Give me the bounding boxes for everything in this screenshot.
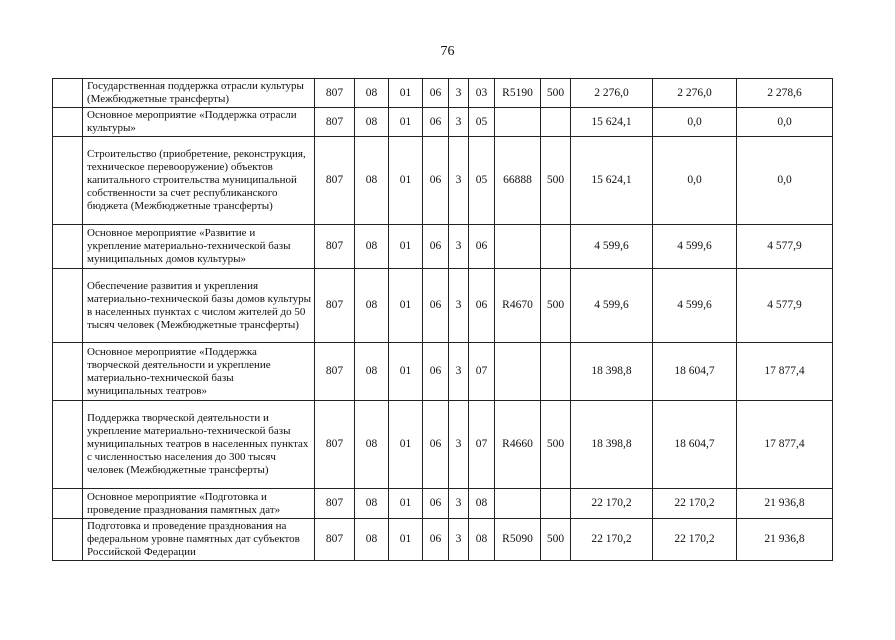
subsection-code: 01 (389, 519, 423, 561)
item-name: Основное мероприятие «Подготовка и проведение празднования памятных дат» (83, 489, 315, 519)
subsection-code: 01 (389, 225, 423, 269)
subprogram-code: 3 (449, 269, 469, 343)
subsection-code: 01 (389, 343, 423, 401)
table-row (53, 343, 833, 401)
table-row (53, 401, 833, 489)
empty-cell (53, 225, 83, 269)
direction-code (495, 225, 541, 269)
ministry-code: 807 (315, 269, 355, 343)
program-code: 06 (423, 269, 449, 343)
amount-year-2: 22 170,2 (653, 519, 737, 561)
direction-code (495, 489, 541, 519)
amount-year-3: 2 278,6 (737, 79, 833, 108)
event-code: 08 (469, 489, 495, 519)
amount-year-3: 0,0 (737, 137, 833, 225)
event-code: 07 (469, 343, 495, 401)
amount-year-2: 0,0 (653, 108, 737, 137)
amount-year-2: 22 170,2 (653, 489, 737, 519)
section-code: 08 (355, 79, 389, 108)
section-code: 08 (355, 401, 389, 489)
subsection-code: 01 (389, 269, 423, 343)
section-code: 08 (355, 269, 389, 343)
item-name: Основное мероприятие «Развитие и укрепление материально-технической базы муниципальных домов культуры» (83, 225, 315, 269)
direction-code (495, 343, 541, 401)
amount-year-1: 15 624,1 (571, 137, 653, 225)
item-name: Основное мероприятие «Поддержка творческой деятельности и укрепление материально-технической базы муниципальных театров» (83, 343, 315, 401)
section-code: 08 (355, 489, 389, 519)
program-code: 06 (423, 225, 449, 269)
table-row (53, 79, 833, 108)
program-code: 06 (423, 401, 449, 489)
event-code: 06 (469, 269, 495, 343)
ministry-code: 807 (315, 79, 355, 108)
item-name: Поддержка творческой деятельности и укрепление материально-технической базы муниципальных театров в населенных пунктах с численностью населения до 300 тысяч человек (Межбюджетные трансферты) (83, 401, 315, 489)
amount-year-1: 4 599,6 (571, 225, 653, 269)
subsection-code: 01 (389, 489, 423, 519)
event-code: 03 (469, 79, 495, 108)
item-name: Государственная поддержка отрасли культуры (Межбюджетные трансферты) (83, 79, 315, 108)
section-code: 08 (355, 519, 389, 561)
section-code: 08 (355, 225, 389, 269)
table-body (53, 79, 833, 561)
expense-type-code: 500 (541, 137, 571, 225)
item-name: Строительство (приобретение, реконструкция, техническое перевооружение) объектов капитального строительства муниципальной собственности за счет республиканского бюджета (Межбюджетные трансферты) (83, 137, 315, 225)
event-code: 08 (469, 519, 495, 561)
amount-year-1: 15 624,1 (571, 108, 653, 137)
empty-cell (53, 489, 83, 519)
table-row (53, 108, 833, 137)
direction-code: R4670 (495, 269, 541, 343)
event-code: 07 (469, 401, 495, 489)
subsection-code: 01 (389, 401, 423, 489)
empty-cell (53, 343, 83, 401)
subprogram-code: 3 (449, 519, 469, 561)
expense-type-code (541, 489, 571, 519)
amount-year-3: 21 936,8 (737, 519, 833, 561)
amount-year-2: 18 604,7 (653, 401, 737, 489)
event-code: 05 (469, 137, 495, 225)
expense-type-code: 500 (541, 79, 571, 108)
subsection-code: 01 (389, 108, 423, 137)
table-row (53, 225, 833, 269)
ministry-code: 807 (315, 401, 355, 489)
program-code: 06 (423, 108, 449, 137)
amount-year-2: 2 276,0 (653, 79, 737, 108)
direction-code: R5090 (495, 519, 541, 561)
program-code: 06 (423, 489, 449, 519)
expense-type-code: 500 (541, 519, 571, 561)
section-code: 08 (355, 137, 389, 225)
empty-cell (53, 401, 83, 489)
page-number: 76 (440, 44, 455, 59)
direction-code: 66888 (495, 137, 541, 225)
section-code: 08 (355, 343, 389, 401)
amount-year-3: 17 877,4 (737, 401, 833, 489)
empty-cell (53, 79, 83, 108)
subprogram-code: 3 (449, 343, 469, 401)
item-name: Основное мероприятие «Поддержка отрасли культуры» (83, 108, 315, 137)
subsection-code: 01 (389, 137, 423, 225)
direction-code: R5190 (495, 79, 541, 108)
amount-year-1: 22 170,2 (571, 519, 653, 561)
subprogram-code: 3 (449, 137, 469, 225)
ministry-code: 807 (315, 519, 355, 561)
amount-year-3: 17 877,4 (737, 343, 833, 401)
amount-year-1: 2 276,0 (571, 79, 653, 108)
budget-table (52, 78, 833, 561)
amount-year-3: 4 577,9 (737, 269, 833, 343)
program-code: 06 (423, 137, 449, 225)
event-code: 05 (469, 108, 495, 137)
expense-type-code: 500 (541, 269, 571, 343)
ministry-code: 807 (315, 108, 355, 137)
event-code: 06 (469, 225, 495, 269)
subprogram-code: 3 (449, 79, 469, 108)
amount-year-1: 18 398,8 (571, 401, 653, 489)
section-code: 08 (355, 108, 389, 137)
subprogram-code: 3 (449, 401, 469, 489)
amount-year-2: 4 599,6 (653, 225, 737, 269)
table-row (53, 137, 833, 225)
direction-code: R4660 (495, 401, 541, 489)
program-code: 06 (423, 343, 449, 401)
table-row (53, 269, 833, 343)
subprogram-code: 3 (449, 489, 469, 519)
empty-cell (53, 108, 83, 137)
expense-type-code (541, 225, 571, 269)
expense-type-code (541, 343, 571, 401)
amount-year-2: 18 604,7 (653, 343, 737, 401)
ministry-code: 807 (315, 137, 355, 225)
program-code: 06 (423, 79, 449, 108)
empty-cell (53, 269, 83, 343)
ministry-code: 807 (315, 489, 355, 519)
amount-year-3: 0,0 (737, 108, 833, 137)
direction-code (495, 108, 541, 137)
amount-year-2: 0,0 (653, 137, 737, 225)
amount-year-2: 4 599,6 (653, 269, 737, 343)
table-row (53, 519, 833, 561)
amount-year-1: 18 398,8 (571, 343, 653, 401)
empty-cell (53, 137, 83, 225)
table-row (53, 489, 833, 519)
item-name: Обеспечение развития и укрепления материально-технической базы домов культуры в населенных пунктах с числом жителей до 50 тысяч человек (Межбюджетные трансферты) (83, 269, 315, 343)
expense-type-code (541, 108, 571, 137)
amount-year-1: 22 170,2 (571, 489, 653, 519)
empty-cell (53, 519, 83, 561)
ministry-code: 807 (315, 343, 355, 401)
subprogram-code: 3 (449, 225, 469, 269)
amount-year-1: 4 599,6 (571, 269, 653, 343)
item-name: Подготовка и проведение празднования на федеральном уровне памятных дат субъектов Российской Федерации (83, 519, 315, 561)
expense-type-code: 500 (541, 401, 571, 489)
ministry-code: 807 (315, 225, 355, 269)
amount-year-3: 21 936,8 (737, 489, 833, 519)
program-code: 06 (423, 519, 449, 561)
subsection-code: 01 (389, 79, 423, 108)
subprogram-code: 3 (449, 108, 469, 137)
amount-year-3: 4 577,9 (737, 225, 833, 269)
